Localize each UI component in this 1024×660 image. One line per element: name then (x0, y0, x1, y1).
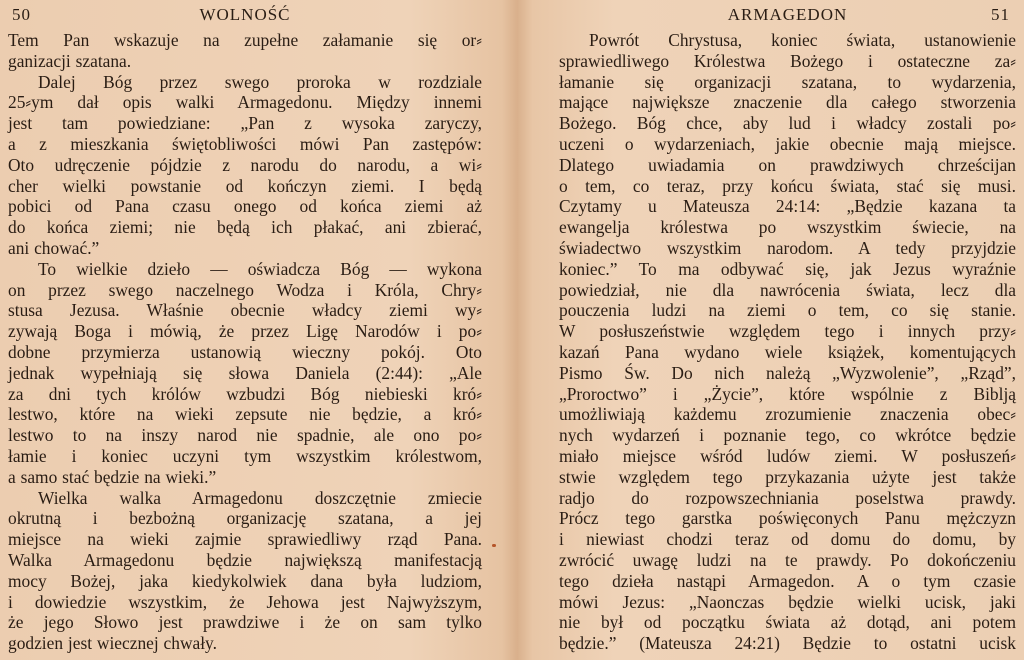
text-line: mocy Bożej, jaka kiedykolwiek dana była ludziom, (8, 570, 482, 591)
text-line: radjo do rozpowszechniania poselstwa prawdy. (559, 487, 1016, 508)
text-line: To wielkie dzieło — oświadcza Bóg — wykona (38, 258, 482, 279)
text-line: zywają Boga i mówią, że przez Ligę Narodów i po⸗ (8, 321, 482, 342)
text-line: Dalej Bóg przez swego proroka w rozdziale (38, 71, 482, 92)
text-line: Powrót Chrystusa, koniec świata, ustanowienie (589, 30, 1016, 50)
text-line: ganizacji szatana. (8, 50, 132, 71)
text-line: lestwo, które na wieki zepsute nie będzie, a kró⸗ (8, 404, 482, 425)
text-line: Tem Pan wskazuje na zupełne załamanie się or⸗ (8, 30, 482, 50)
left-page (0, 0, 500, 660)
text-line: miejsce na wieki zajmie sprawiedliwy rząd Pana. (8, 529, 482, 550)
left-running-title: WOLNOŚĆ (199, 5, 291, 24)
text-line: stusa Jezusa. Właśnie obecnie władcy ziemi wy⸗ (8, 300, 482, 321)
text-line: za dni tych królów wzbudzi Bóg niebieski kró⸗ (8, 383, 482, 404)
text-line: tego dzieła nastąpi Armagedon. A o tym czasie (559, 570, 1016, 591)
text-line: stwie względem tego przykazania użyte jest także (559, 466, 1016, 487)
text-line: cher wielki powstanie od kończyn ziemi. I będą (8, 175, 482, 196)
right-page (545, 0, 1024, 660)
text-line: nych wydarzeń i poznanie tego, co wkrótce będzie (559, 425, 1016, 446)
text-line: dobne przymierza ustanowią wieczny pokój. Oto (8, 341, 482, 362)
right-body-text (559, 30, 1016, 654)
text-line: pouczenia ludzi na ziemi o tem, co się stanie. (559, 300, 1016, 321)
text-line: godzien jest wiecznej chwały. (8, 633, 217, 654)
text-line: 25⸗ym dał opis walki Armagedonu. Między innemi (8, 92, 482, 113)
text-line: do końca ziemi; nie będą ich płakać, ani zbierać, (8, 217, 482, 238)
text-line: mające największe znaczenie dla całego stworzenia (559, 92, 1016, 113)
text-line: Oto udręczenie pójdzie z narodu do narodu, a wi⸗ (8, 154, 482, 175)
text-line: „Proroctwo” i „Życie”, które wspólnie z Biblją (559, 383, 1016, 404)
text-line: okrutną i bezbożną organizację szatana, a jej (8, 508, 482, 529)
text-line: o tem, co teraz, przy końcu świata, stać się musi. (559, 175, 1016, 196)
text-line: koniec.” To ma odbywać się, jak Jezus wyraźnie (559, 258, 1016, 279)
text-line: lestwo to na inszy narod nie spadnie, ale ono po⸗ (8, 425, 482, 446)
text-line: że jego Słowo jest prawdziwe i że on sam tylko (8, 612, 482, 633)
text-line: a samo stać będzie na wieki.” (8, 466, 217, 487)
text-line: W posłuszeństwie względem tego i innych przy⸗ (559, 321, 1016, 342)
text-line: świadectwo wszystkim narodom. A tedy przyjdzie (559, 237, 1016, 258)
text-line: nie był od początku świata aż dotąd, ani potem (559, 612, 1016, 633)
text-line: i niewiast chodzi teraz od domu do domu, by (559, 529, 1016, 550)
text-line: Bożego. Bóg chce, aby lud i władcy zostali po⸗ (559, 113, 1016, 134)
text-line: on przez swego naczelnego Wodza i Króla, Chry⸗ (8, 279, 482, 300)
left-page-number: 50 (12, 5, 31, 24)
text-line: Czytamy u Mateusza 24:14: „Będzie kazana ta (559, 196, 1016, 217)
right-page-number: 51 (991, 5, 1010, 24)
left-body-text (8, 30, 482, 654)
text-line: łamanie się organizacji szatana, to wydarzenia, (559, 71, 1016, 92)
text-line: mówi Jezus: „Naonczas będzie wielki ucisk, jaki (559, 591, 1016, 612)
text-line: ani chować.” (8, 237, 100, 258)
text-line: kazań Pana wydano wiele książek, komentujących (559, 341, 1016, 362)
text-line: umożliwiają każdemu zrozumienie znaczenia obec⸗ (559, 404, 1016, 425)
gutter-mark (492, 544, 496, 547)
text-line: Prócz tego garstka poświęconych Panu mężczyzn (559, 508, 1016, 529)
text-line: powiedział, nie dla nawrócenia świata, lecz dla (559, 279, 1016, 300)
text-line: Walka Armagedonu będzie największą manifestacją (8, 549, 482, 570)
text-line: a z mieszkania świętobliwości mówi Pan zastępów: (8, 133, 482, 154)
text-line: i dowiedzie wszystkim, że Jehowa jest Najwyższym, (8, 591, 482, 612)
left-running-head (8, 0, 482, 30)
text-line: Pismo Św. Do nich należą „Wyzwolenie”, „Rząd”, (559, 362, 1016, 383)
text-line: Dlatego uwiadamia on prawdziwych chrześcijan (559, 154, 1016, 175)
text-line: uczeni o wydarzeniach, jakie obecnie mają miejsce. (559, 133, 1016, 154)
right-running-title: ARMAGEDON (727, 5, 848, 24)
right-running-head (559, 0, 1016, 30)
text-line: jest tam powiedziane: „Pan z wysoka zaryczy, (8, 113, 482, 134)
text-line: jednak wypełniają się słowa Daniela (2:44): „Ale (8, 362, 482, 383)
text-line: ewangelja królestwa po wszystkim świecie, na (559, 217, 1016, 238)
text-line: zwrócić uwagę ludzi na te prawdy. Po dokończeniu (559, 549, 1016, 570)
text-line: sprawiedliwego Królestwa Bożego i ostateczne za⸗ (559, 50, 1016, 71)
text-line: Wielka walka Armagedonu doszczętnie zmiecie (38, 487, 482, 508)
text-line: będzie.” (Mateusza 24:21) Będzie to ostatni ucisk (559, 633, 1016, 654)
text-line: łamie i koniec uczyni tym wszystkim królestwom, (8, 445, 482, 466)
text-line: miało miejsce wśród ludów ziemi. W posłuszeń⸗ (559, 445, 1016, 466)
text-line: pobici od Pana czasu onego od końca ziemi aż (8, 196, 482, 217)
